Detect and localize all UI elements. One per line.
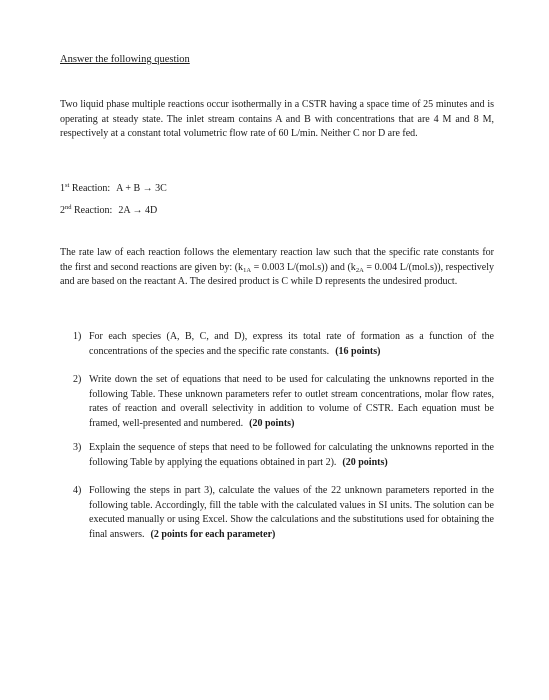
reaction-2-ordinal-suffix: nd bbox=[65, 204, 72, 211]
page-heading: Answer the following question bbox=[60, 54, 190, 65]
question-1-text: For each species (A, B, C, and D), express its total rate of formation as a function of the concentrations of the species and the specific rate constants. bbox=[89, 331, 494, 357]
reaction-1-label: Reaction: bbox=[69, 183, 111, 194]
question-1-number: 1) bbox=[73, 331, 82, 342]
problem-statement: Two liquid phase multiple reactions occur isothermally in a CSTR having a space time of 25 minutes and is operating at steady state. The inlet stream contains A and B with concentrations that are 4 M and 8 M, respectively at a constant total volumetric flow rate of 60 L/min. Neither C nor D are fed. bbox=[60, 99, 494, 139]
reaction-1 bbox=[60, 183, 167, 194]
rate-constant-1-subscript: 1A bbox=[243, 266, 252, 274]
question-3-points: (20 points) bbox=[342, 456, 388, 468]
question-3-number: 3) bbox=[73, 442, 82, 453]
reaction-2 bbox=[60, 205, 157, 216]
rate-law-text-2: = 0.003 L/(mol.s)) and (k bbox=[251, 261, 356, 273]
question-4-points: (2 points for each parameter) bbox=[150, 528, 276, 540]
reaction-1-ordinal: 1 bbox=[60, 183, 65, 194]
question-2-number: 2) bbox=[73, 374, 82, 385]
question-1 bbox=[73, 330, 494, 359]
reaction-1-ordinal-suffix: st bbox=[65, 182, 70, 189]
reaction-1-equation: A + B → 3C bbox=[116, 183, 167, 194]
rate-constant-2-subscript: 2A bbox=[355, 266, 364, 274]
rate-law-paragraph bbox=[60, 246, 494, 290]
reaction-2-equation: 2A → 4D bbox=[118, 205, 158, 216]
question-3 bbox=[73, 441, 494, 470]
rate-law-text-3: = 0.004 L/(mol.s)), respectively and are based on the reactant A. The desired product is C while D represents the undesired product. bbox=[60, 261, 494, 287]
question-1-points: (16 points) bbox=[335, 345, 381, 357]
question-4-number: 4) bbox=[73, 485, 82, 496]
question-2-points: (20 points) bbox=[249, 417, 295, 429]
question-2 bbox=[73, 373, 494, 431]
question-3-text: Explain the sequence of steps that need to be followed for calculating the unknowns reported in the following Table by applying the equations obtained in part 2). bbox=[89, 442, 494, 468]
rate-law-text-1: The rate law of each reaction follows the elementary reaction law such that the specific rate constants for the first and second reactions are given by: (k bbox=[60, 247, 494, 273]
reaction-2-ordinal: 2 bbox=[60, 205, 65, 216]
question-2-text: Write down the set of equations that need to be used for calculating the unknowns reported in the following Table. These unknown parameters refer to outlet stream concentrations, molar flow rates, rates of reaction and overall selectivity in addition to volume of CSTR. Each equation must be framed, well-presented and numbered. bbox=[89, 374, 494, 429]
question-4 bbox=[73, 484, 494, 542]
reaction-2-label: Reaction: bbox=[71, 205, 113, 216]
question-4-text: Following the steps in part 3), calculate the values of the 22 unknown parameters reported in the following table. Accordingly, fill the table with the calculated values in SI units. The solution can be executed manually or using Excel. Show the calculations and the substitutions used for obtaining the final answers. bbox=[89, 485, 494, 540]
